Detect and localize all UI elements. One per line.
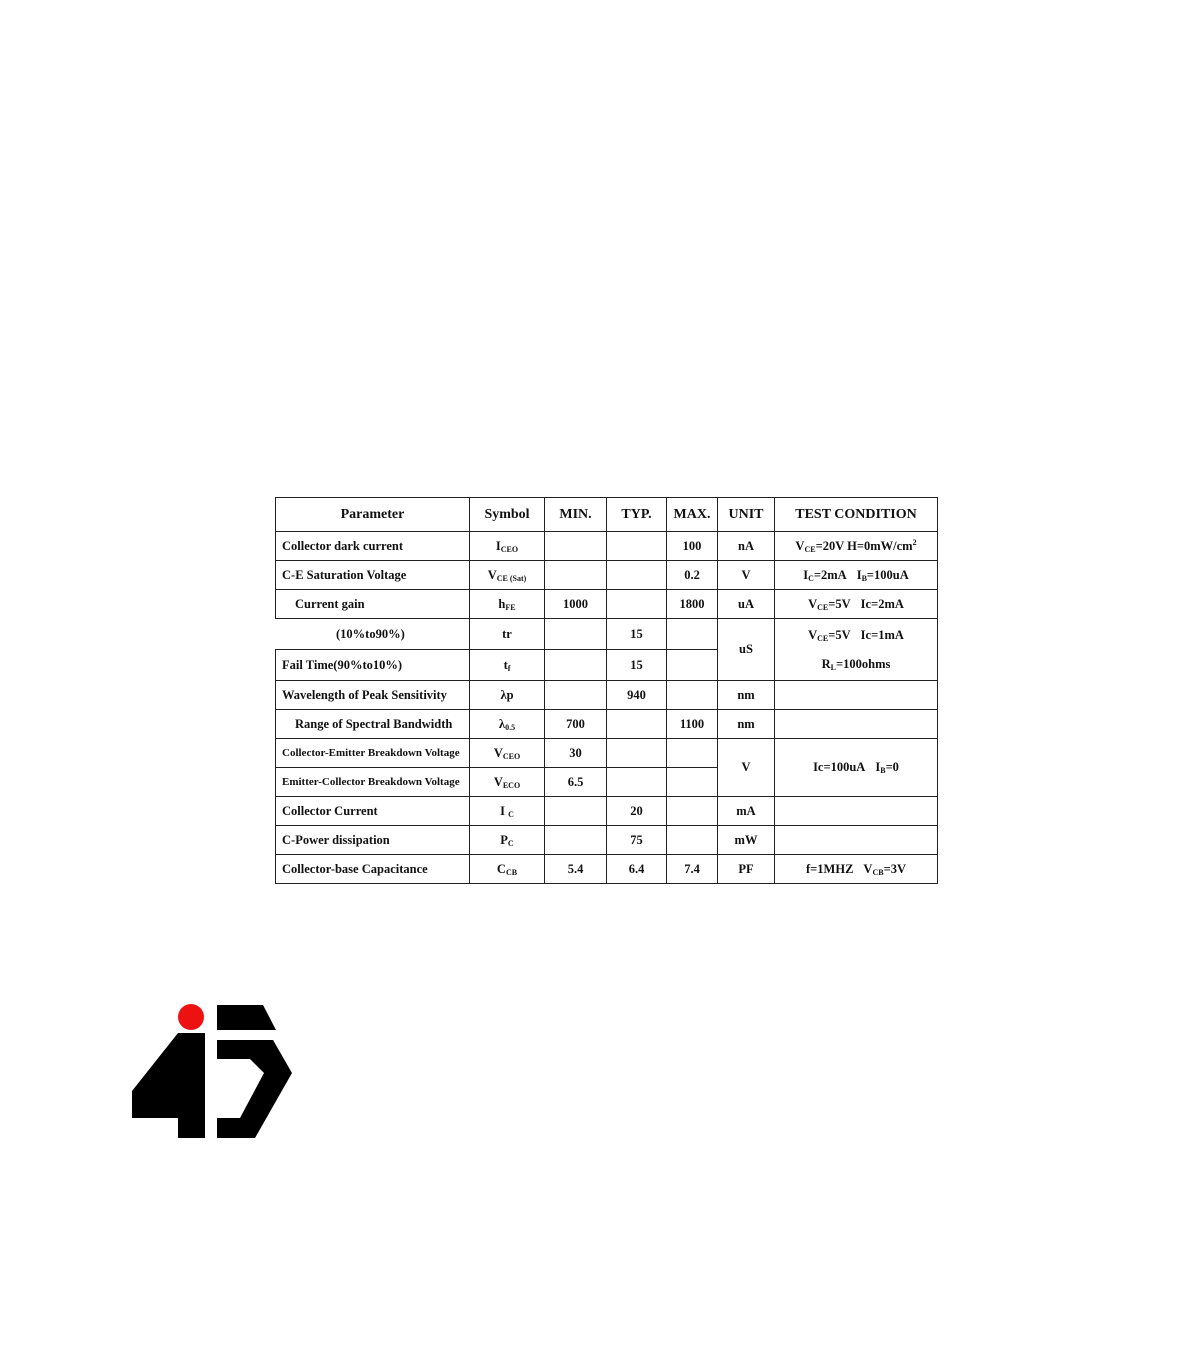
- min-cell: 5.4: [545, 855, 607, 884]
- max-cell: [667, 681, 718, 710]
- header-test-condition: TEST CONDITION: [775, 498, 938, 532]
- max-cell: 100: [667, 532, 718, 561]
- max-cell: [667, 768, 718, 797]
- param-cell: Range of Spectral Bandwidth: [276, 710, 470, 739]
- min-cell: [545, 826, 607, 855]
- test-condition-cell: [775, 710, 938, 739]
- table-row: [276, 532, 938, 561]
- typ-cell: [607, 590, 667, 619]
- min-cell: [545, 561, 607, 590]
- min-cell: 30: [545, 739, 607, 768]
- symbol-cell: $V_{CEO}$: [470, 739, 545, 768]
- test-condition-cell: [775, 797, 938, 826]
- max-cell: 7.4: [667, 855, 718, 884]
- header-symbol: Symbol: [470, 498, 545, 532]
- symbol-cell: I $_C$: [470, 797, 545, 826]
- test-condition-cell: [775, 681, 938, 710]
- table-row: [276, 739, 938, 768]
- electrical-characteristics-table: [275, 497, 938, 884]
- unit-cell: nm: [718, 710, 775, 739]
- max-cell: [667, 739, 718, 768]
- table-row: [276, 561, 938, 590]
- company-logo: [130, 1003, 295, 1143]
- header-max: MAX.: [667, 498, 718, 532]
- typ-cell: [607, 561, 667, 590]
- max-cell: 0.2: [667, 561, 718, 590]
- typ-cell: [607, 710, 667, 739]
- min-cell: [545, 681, 607, 710]
- table-row: [276, 855, 938, 884]
- typ-cell: 6.4: [607, 855, 667, 884]
- typ-cell: 15: [607, 619, 667, 650]
- symbol-cell: λp: [470, 681, 545, 710]
- table-row: [276, 710, 938, 739]
- param-cell: (10%to90%): [276, 619, 470, 650]
- header-unit: UNIT: [718, 498, 775, 532]
- param-cell: C-Power dissipation: [276, 826, 470, 855]
- logo-left-mark: [132, 1033, 205, 1138]
- typ-cell: 15: [607, 650, 667, 681]
- typ-cell: [607, 739, 667, 768]
- table-row: [276, 797, 938, 826]
- test-condition-cell: f=1MHZ $V_{CB}=3V$: [775, 855, 938, 884]
- unit-cell: nA: [718, 532, 775, 561]
- test-condition-cell: $V_{CE}=5V$ Ic=2mA: [775, 590, 938, 619]
- symbol-cell: $V_{CE (Sat)}$: [470, 561, 545, 590]
- table-row: [276, 619, 938, 650]
- max-cell: [667, 619, 718, 650]
- typ-cell: 940: [607, 681, 667, 710]
- param-cell: Collector-Emitter Breakdown Voltage: [276, 739, 470, 768]
- logo-red-dot: [178, 1004, 204, 1030]
- unit-cell: PF: [718, 855, 775, 884]
- symbol-cell: $I_{CEO}$: [470, 532, 545, 561]
- header-min: MIN.: [545, 498, 607, 532]
- max-cell: 1800: [667, 590, 718, 619]
- symbol-cell: $C_{CB}$: [470, 855, 545, 884]
- unit-cell: nm: [718, 681, 775, 710]
- typ-cell: [607, 768, 667, 797]
- param-cell: Collector dark current: [276, 532, 470, 561]
- header-typ: TYP.: [607, 498, 667, 532]
- symbol-cell: $P_C$: [470, 826, 545, 855]
- param-cell: Wavelength of Peak Sensitivity: [276, 681, 470, 710]
- test-condition-cell: $V_{CE}=20V$ $H=0mW/cm^2$: [775, 532, 938, 561]
- max-cell: 1100: [667, 710, 718, 739]
- min-cell: 6.5: [545, 768, 607, 797]
- unit-cell: V: [718, 561, 775, 590]
- test-condition-cell: [775, 826, 938, 855]
- param-cell: Current gain: [276, 590, 470, 619]
- unit-cell: mA: [718, 797, 775, 826]
- max-cell: [667, 650, 718, 681]
- symbol-cell: $h_{FE}$: [470, 590, 545, 619]
- symbol-cell: tr: [470, 619, 545, 650]
- test-condition-switching: $V_{CE}=5V$ Ic=1mA $R_L=100ohms$: [775, 619, 938, 681]
- unit-cell-breakdown: V: [718, 739, 775, 797]
- min-cell: [545, 532, 607, 561]
- typ-cell: 20: [607, 797, 667, 826]
- max-cell: [667, 797, 718, 826]
- min-cell: [545, 797, 607, 826]
- table-header-row: [276, 498, 938, 532]
- test-condition-cell: $I_C=2mA$ $I_B=100uA$: [775, 561, 938, 590]
- min-cell: 1000: [545, 590, 607, 619]
- max-cell: [667, 826, 718, 855]
- min-cell: [545, 650, 607, 681]
- typ-cell: 75: [607, 826, 667, 855]
- unit-cell-switching: uS: [718, 619, 775, 681]
- symbol-cell: $\lambda_{0.5}$: [470, 710, 545, 739]
- test-condition-breakdown: Ic=100uA $I_B=0$: [775, 739, 938, 797]
- symbol-cell: $t_f$: [470, 650, 545, 681]
- param-cell: Collector-base Capacitance: [276, 855, 470, 884]
- unit-cell: uA: [718, 590, 775, 619]
- min-cell: 700: [545, 710, 607, 739]
- table-row: [276, 826, 938, 855]
- param-cell: Fail Time(90%to10%): [276, 650, 470, 681]
- param-cell: Collector Current: [276, 797, 470, 826]
- symbol-cell: $V_{ECO}$: [470, 768, 545, 797]
- unit-cell: mW: [718, 826, 775, 855]
- min-cell: [545, 619, 607, 650]
- header-parameter: Parameter: [276, 498, 470, 532]
- table-row: [276, 681, 938, 710]
- table-row: [276, 590, 938, 619]
- param-cell: C-E Saturation Voltage: [276, 561, 470, 590]
- typ-cell: [607, 532, 667, 561]
- logo-right-mark: [217, 1040, 292, 1138]
- param-cell: Emitter-Collector Breakdown Voltage: [276, 768, 470, 797]
- logo-top-bar: [217, 1005, 276, 1030]
